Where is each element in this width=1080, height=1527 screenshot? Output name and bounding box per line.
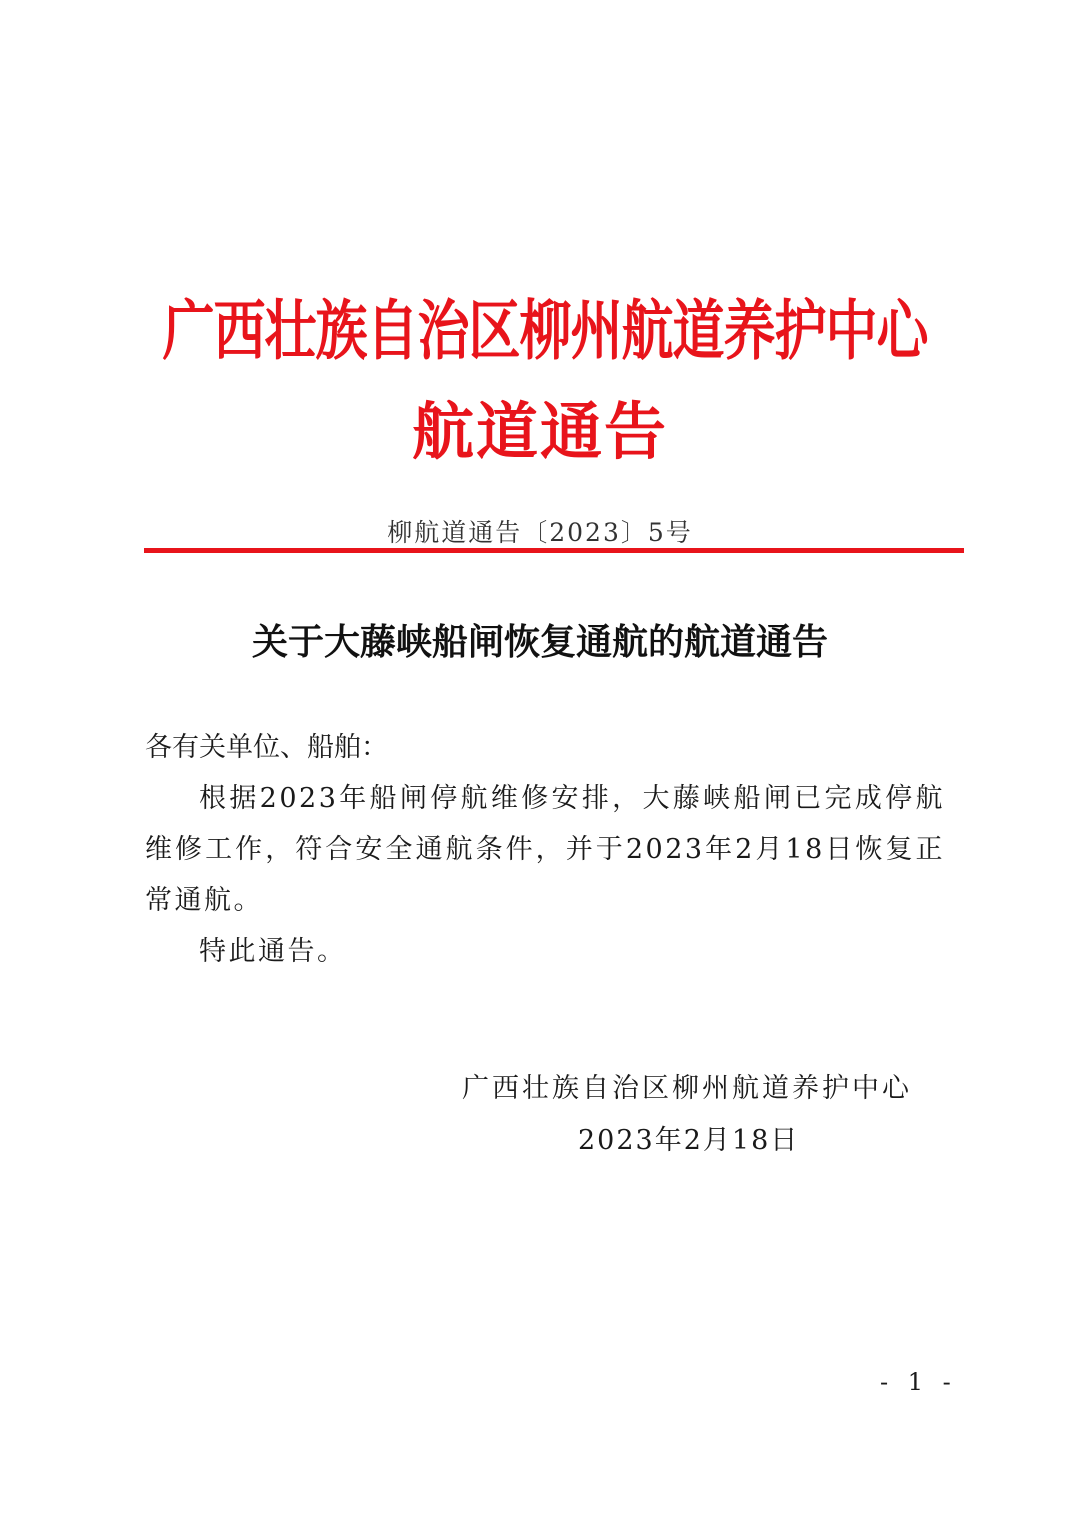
closing-paragraph: 特此通告。	[199, 936, 347, 967]
notice-body	[145, 722, 945, 977]
document-type-title: 航道通告	[411, 395, 668, 468]
signature-organization: 广西壮族自治区柳州航道养护中心	[462, 1073, 912, 1104]
salutation: 各有关单位、船舶：	[145, 732, 388, 763]
notice-subject: 关于大藤峡船闸恢复通航的航道通告	[251, 621, 828, 663]
page-number: - 1 -	[880, 1368, 957, 1396]
red-divider-line	[144, 548, 964, 553]
issuing-organization-title: 广西壮族自治区柳州航道养护中心	[162, 293, 928, 370]
document-number: 柳航道通告〔2023〕5号	[387, 518, 693, 547]
body-paragraph: 根据2023年船闸停航维修安排，大藤峡船闸已完成停航维修工作，符合安全通航条件，并于2023年2月18日恢复正常通航。	[145, 783, 945, 916]
signature-date: 2023年2月18日	[578, 1125, 800, 1156]
